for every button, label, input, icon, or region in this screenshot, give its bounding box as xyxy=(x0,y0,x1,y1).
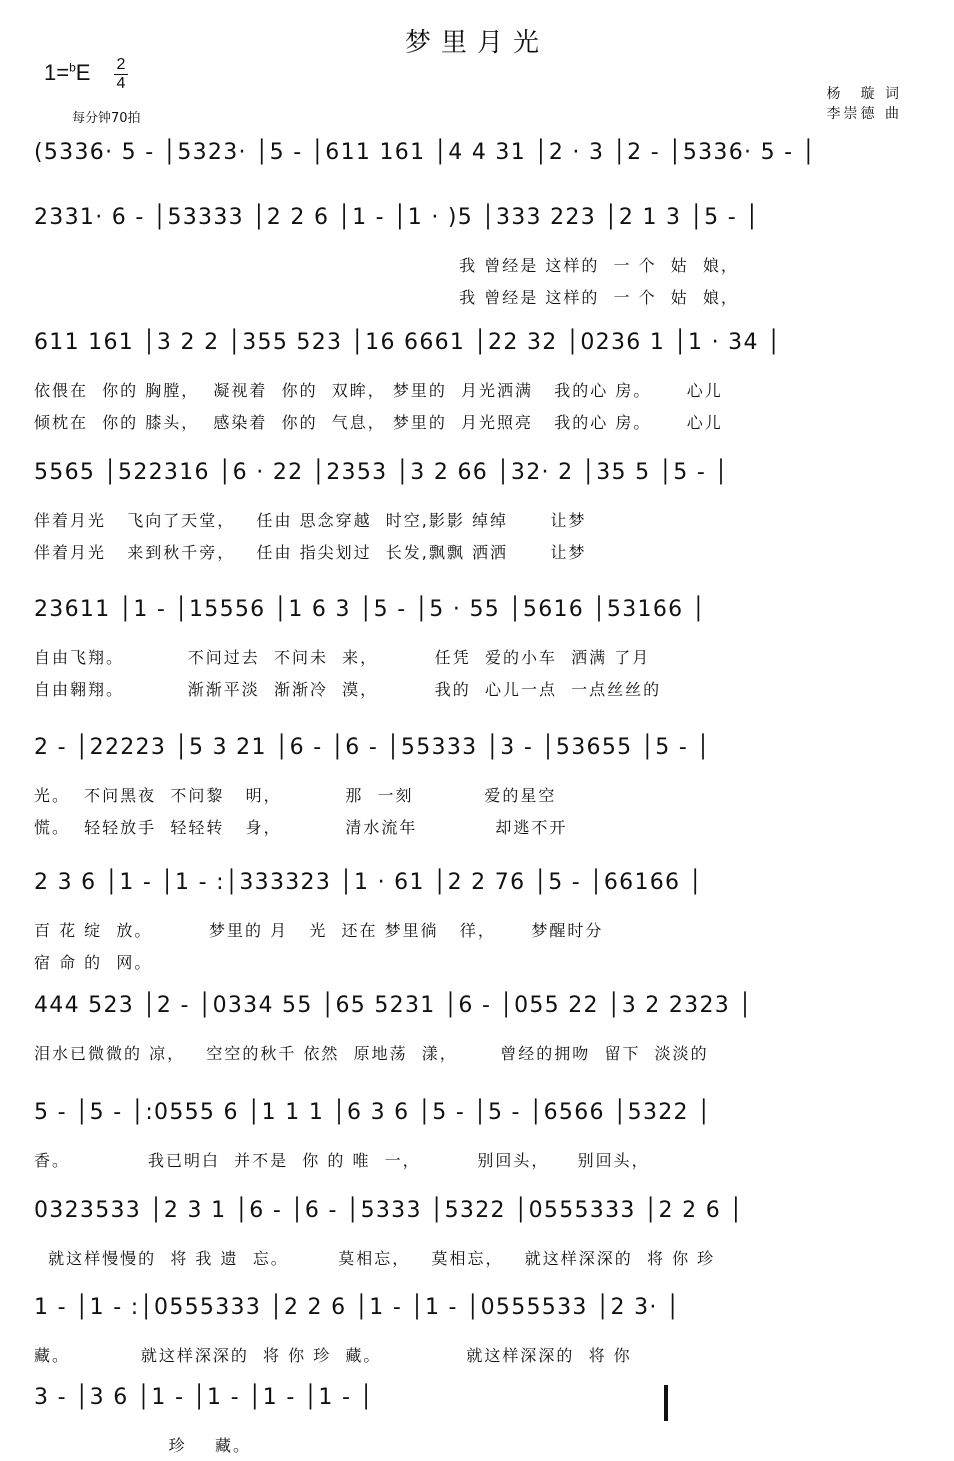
notation-line: 2 3 6 │1 - │1 - :│333323 │1 · 61 │2 2 76 │5 - │66166 │ xyxy=(34,870,704,895)
lyric-verse-2: 宿 命 的 网。 xyxy=(34,953,153,972)
notation-line: 2331· 6 - │53333 │2 2 6 │1 - │1 · )5 │333 223 │2 1 3 │5 - │ xyxy=(34,205,760,230)
tempo-marking: 每分钟70拍 xyxy=(72,111,141,126)
song-title: 梦里月光 xyxy=(404,28,549,58)
lyric-verse-1: 泪水已微微的 凉， 空空的秋千 依然 原地荡 漾， 曾经的拥吻 留下 淡淡的 xyxy=(34,1044,709,1063)
credits xyxy=(827,84,902,124)
lyric-verse-1: 就这样慢慢的 将 我 遗 忘。 莫相忘， 莫相忘， 就这样深深的 将 你 珍 xyxy=(34,1249,716,1268)
lyric-verse-1: 珍 藏。 xyxy=(34,1436,251,1455)
notation-line: 5 - │5 - │:0555 6 │1 1 1 │6 3 6 │5 - │5 - │6566 │5322 │ xyxy=(34,1100,712,1125)
notation-line: 23611 │1 - │15556 │1 6 3 │5 - │5 · 55 │5616 │53166 │ xyxy=(34,597,707,622)
lyric-verse-2: 慌。 轻轻放手 轻轻转 身， 清水流年 却逃不开 xyxy=(34,818,568,837)
notation-line: 0323533 │2 3 1 │6 - │6 - │5333 │5322 │0555333 │2 2 6 │ xyxy=(34,1198,744,1223)
time-signature xyxy=(114,56,128,93)
lyric-verse-2: 倾枕在 你的 膝头， 感染着 你的 气息， 梦里的 月光照亮 我的心 房。 心儿 xyxy=(34,413,723,432)
notation-line: 2 - │22223 │5 3 21 │6 - │6 - │55333 │3 - │53655 │5 - │ xyxy=(34,735,711,760)
lyric-verse-1: 自由飞翔。 不问过去 不问未 来， 任凭 爱的小车 洒满 了月 xyxy=(34,648,651,667)
lyric-verse-1: 藏。 就这样深深的 将 你 珍 藏。 就这样深深的 将 你 xyxy=(34,1346,632,1365)
notation-line: 1 - │1 - :│0555333 │2 2 6 │1 - │1 - │0555533 │2 3· │ xyxy=(34,1295,681,1320)
lyric-verse-1: 百 花 绽 放。 梦里的 月 光 还在 梦里徜 徉， 梦醒时分 xyxy=(34,921,604,940)
final-barline xyxy=(664,1385,668,1421)
meter-bottom: 4 xyxy=(116,75,126,92)
lyric-verse-2: 我 曾经是 这样的 一 个 姑 娘， xyxy=(34,288,739,307)
notation-line: 444 523 │2 - │0334 55 │65 5231 │6 - │055 22 │3 2 2323 │ xyxy=(34,993,753,1018)
notation-line: (5336· 5 - │5323· │5 - │611 161 │4 4 31 │2 · 3 │2 - │5336· 5 - │ xyxy=(34,140,817,165)
lyric-verse-1: 依偎在 你的 胸膛， 凝视着 你的 双眸， 梦里的 月光洒满 我的心 房。 心儿 xyxy=(34,381,723,400)
flat-sign: b xyxy=(69,60,76,75)
lyric-verse-2: 自由翱翔。 渐渐平淡 渐渐冷 漠， 我的 心儿一点 一点丝丝的 xyxy=(34,680,662,699)
key-note: E xyxy=(75,60,91,85)
lyric-verse-1: 伴着月光 飞向了天堂， 任由 思念穿越 时空,影影 绰绰 让梦 xyxy=(34,511,587,530)
notation-line: 3 - │3 6 │1 - │1 - │1 - │1 - │ xyxy=(34,1385,375,1410)
lyric-verse-1: 香。 我已明白 并不是 你 的 唯 一， 别回头， 别回头， xyxy=(34,1151,650,1170)
lyricist-credit: 杨 璇 词 xyxy=(826,86,902,102)
composer-credit: 李崇德 曲 xyxy=(826,106,902,122)
lyric-verse-1: 光。 不问黑夜 不问黎 明， 那 一刻 爱的星空 xyxy=(34,786,557,805)
meter-top: 2 xyxy=(116,56,126,73)
key-signature xyxy=(44,60,90,86)
notation-line: 5565 │522316 │6 · 22 │2353 │3 2 66 │32· 2 │35 5 │5 - │ xyxy=(34,460,729,485)
notation-line: 611 161 │3 2 2 │355 523 │16 6661 │22 32 │0236 1 │1 · 34 │ xyxy=(34,330,782,355)
lyric-verse-2: 伴着月光 来到秋千旁， 任由 指尖划过 长发,飘飘 洒洒 让梦 xyxy=(34,543,587,562)
key-prefix: 1= xyxy=(44,60,70,85)
lyric-verse-1: 我 曾经是 这样的 一 个 姑 娘， xyxy=(34,256,739,275)
